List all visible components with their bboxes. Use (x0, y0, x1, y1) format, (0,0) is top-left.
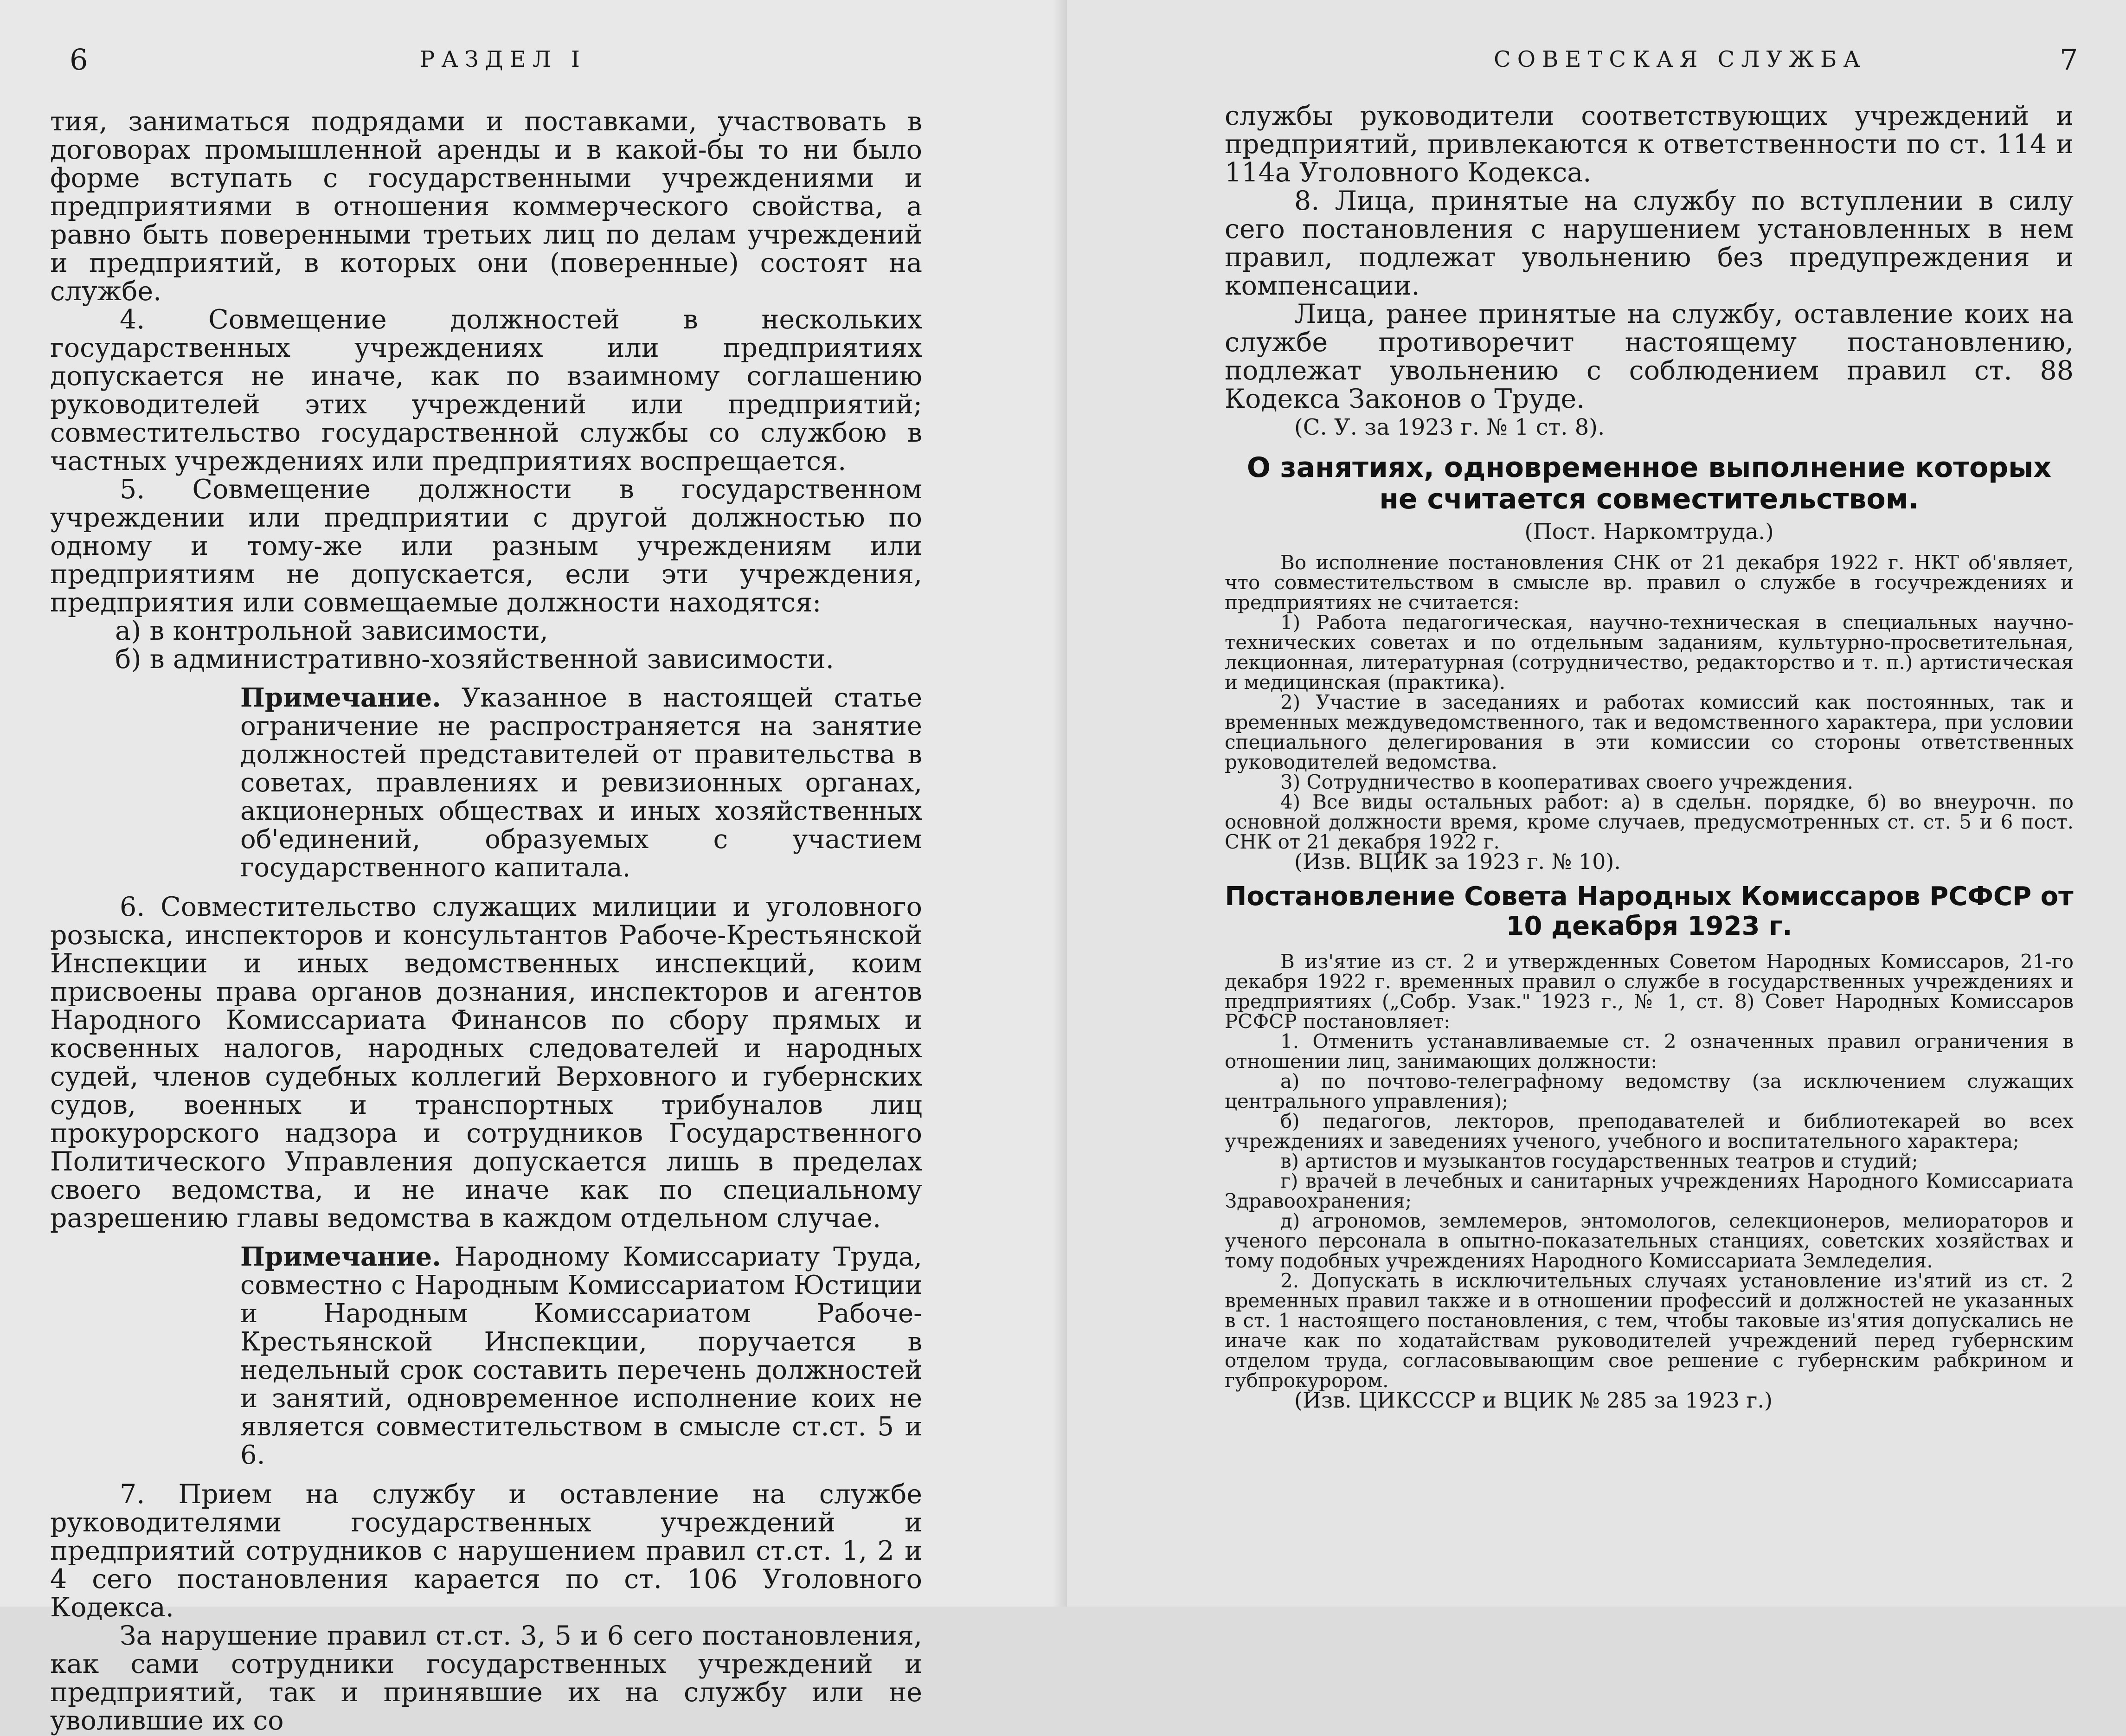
decree-2-item-1c: в) артистов и музыкантов государственных театров и студий; (1280, 1150, 1918, 1172)
clause-8: 8. Лица, принятые на службу по вступлении в силу сего постановления с нарушением установленных в нем правил, подлежат увольнению без предупреждения и компенсации. (1225, 186, 2074, 301)
decree-2-item-1a: а) по почтово-телеграфному ведомству (за исключением служащих центрального управления); (1225, 1070, 2074, 1112)
citation-3: (Изв. ЦИКСССР и ВЦИК № 285 за 1923 г.) (1294, 1388, 1773, 1413)
decree-1-intro: Во исполнение постановления СНК от 21 декабря 1922 г. НКТ об'являет, что совместительством в смысле вр. правил о службе в госучреждениях и предприятиях не считается: (1225, 551, 2074, 614)
decree-1-item-4: 4) Все виды остальных работ: а) в сдельн. порядке, б) во внеурочн. по основной должности время, кроме случаев, предусмотренных ст. ст. 5 и 6 пост. СНК от 21 декабря 1922 г. (1225, 791, 2074, 853)
clause-5-item-a: а) в контрольной зависимости, (115, 616, 548, 646)
citation-2: (Изв. ВЦИК за 1923 г. № 10). (1294, 849, 1621, 874)
note-1-text: Указанное в настоящей статье ограничение не распространяется на занятие должностей представителей от правительства в советах, правлениях и ревизионных органах, акционерных обществах и иных хозяйственных об'единений, образуемых с участием государственного капитала. (240, 683, 922, 883)
decree-1 (1225, 553, 2074, 872)
clause-7-continuation: За нарушение правил ст.ст. 3, 5 и 6 сего постановления, как сами сотрудники государственных учреждений и предприятий, так и принявшие их на службу или не уволившие их со (50, 1620, 922, 1736)
right-page (1067, 0, 2126, 1607)
right-page-body (1225, 101, 2074, 1413)
note-2 (240, 1243, 922, 1469)
page-number-right: 7 (2060, 43, 2078, 77)
decree-1-item-1: 1) Работа педагогическая, научно-техническая в специальных научно-технических советах и по отдельным заданиям, культурно-просветительная, лекционная, литературная (сотрудничество, редакторство и т. п.) артистическая и медицинская (практика). (1225, 611, 2074, 694)
clause-7: 7. Прием на службу и оставление на службе руководителями государственных учреждений и предприятий сотрудников с нарушением правил ст.ст. 1, 2 и 4 сего постановления карается по ст. 106 Уголовного Кодекса. (50, 1479, 922, 1623)
decree-2 (1225, 950, 2074, 1413)
decree-2-item-1d: г) врачей в лечебных и санитарных учреждениях Народного Комиссариата Здравоохранения; (1225, 1170, 2074, 1212)
note-2-text: Народному Комиссариату Труда, совместно с Народным Комиссариатом Юстиции и Народным Комиссариатом Рабоче-Крестьянской Инспекции, поручается в недельный срок составить перечень должностей и занятий, одновременное исполнение коих не является совместительством в смысле ст.ст. 5 и 6. (240, 1242, 922, 1470)
note-2-label: Примечание. (240, 1241, 441, 1272)
section-heading-1: О занятиях, одновременное выполнение которых не считается совместительством. (1246, 451, 2052, 515)
section-heading-2: Постановление Совета Народных Комиссаров РСФСР от 10 декабря 1923 г. (1225, 881, 2074, 941)
decree-1-item-3: 3) Сотрудничество в кооперативах своего учреждения. (1280, 771, 1854, 793)
clause-5-item-b: б) в административно-хозяйственной зависимости. (115, 644, 834, 675)
clause-6: 6. Совместительство служащих милиции и уголовного розыска, инспекторов и консультантов Рабоче-Крестьянской Инспекции и иных ведомственных инспекций, коим присвоены права органов дознания, инспекторов и агентов Народного Комиссариата Финансов по сбору прямых и косвенных налогов, народных следователей и народных судей, членов судебных коллегий Верховного и губернских судов, военных и транспортных трибуналов лиц прокурорского надзора и сотрудников Государственного Политического Управления допускается лишь в пределах своего ведомства, и не иначе как по специальному разрешению главы ведомства в каждом отдельном случае. (50, 892, 922, 1234)
left-page-body (50, 108, 922, 1735)
decree-2-item-1b: б) педагогов, лекторов, преподавателей и библиотекарей во всех учреждениях и заведениях ученого, учебного и воспитательного характера; (1225, 1110, 2074, 1152)
source-note-1: (Пост. Наркомтруда.) (1524, 519, 1774, 545)
decree-1-item-2: 2) Участие в заседаниях и работах комиссий как постоянных, так и временных междуведомственного, так и ведомственного характера, при условии специального делегирования в эти комиссии со стороны ответственных руководителей ведомства. (1225, 691, 2074, 773)
citation-1: (С. У. за 1923 г. № 1 ст. 8). (1294, 414, 1605, 440)
running-head-left: РАЗДЕЛ I (420, 46, 586, 72)
clause-5: 5. Совмещение должности в государственном учреждении или предприятии с другой должностью по одному и тому-же или разным учреждениям или предприятиям не допускается, если эти учреждения, предприятия или совмещаемые должности находятся: (50, 474, 922, 618)
decree-2-item-1: 1. Отменить устанавливаемые ст. 2 означенных правил ограничения в отношении лиц, занимающих должности: (1225, 1030, 2074, 1073)
clause-4: 4. Совмещение должностей в нескольких государственных учреждениях или предприятиях допускается не иначе, как по взаимному соглашению руководителей этих учреждений или предприятий; совместительство государственной службы со службою в частных учреждениях или предприятиях воспрещается. (50, 304, 922, 476)
running-head-right: СОВЕТСКАЯ СЛУЖБА (1494, 46, 1867, 72)
page-number-left: 6 (70, 43, 88, 77)
decree-2-item-1e: д) агрономов, землемеров, энтомологов, селекционеров, мелиораторов и ученого персонала в опытно-показательных станциях, советских хозяйствах и тому подобных учреждениях Народного Комиссариата Земледелия. (1225, 1209, 2074, 1272)
note-1 (240, 684, 922, 882)
decree-2-intro: В из'ятие из ст. 2 и утвержденных Советом Народных Комиссаров, 21-го декабря 1922 г. временных правил о службе в государственных учреждениях и предприятиях („Собр. Узак." 1923 г., № 1, ст. 8) Совет Народных Комиссаров РСФСР постановляет: (1225, 950, 2074, 1033)
decree-2-item-2: 2. Допускать в исключительных случаях установление из'ятий из ст. 2 временных правил также и в отношении профессий и должностей не указанных в ст. 1 настоящего постановления, с тем, чтобы таковые из'ятия допускались не иначе как по ходатайствам руководителей учреждений перед губернским отделом труда, согласовывающим свое решение с губернским рабкрином и губпрокурором. (1225, 1269, 2074, 1392)
clause-8-continuation: Лица, ранее принятые на службу, оставление коих на службе противоречит настоящему постановлению, подлежат увольнению с соблюдением правил ст. 88 Кодекса Законов о Труде. (1225, 299, 2074, 414)
paragraph-intro: тия, заниматься подрядами и поставками, участвовать в договорах промышленной аренды и в какой-бы то ни было форме вступать с государственными учреждениями и предприятиями в отношения коммерческого свойства, а равно быть поверенными третьих лиц по делам учреждений и предприятий, в которых они (поверенные) состоят на службе. (50, 106, 922, 307)
paragraph-continuation: службы руководители соответствующих учреждений и предприятий, привлекаются к ответственности по ст. 114 и 114а Уголовного Кодекса. (1225, 101, 2074, 188)
note-1-label: Примечание. (240, 682, 441, 713)
